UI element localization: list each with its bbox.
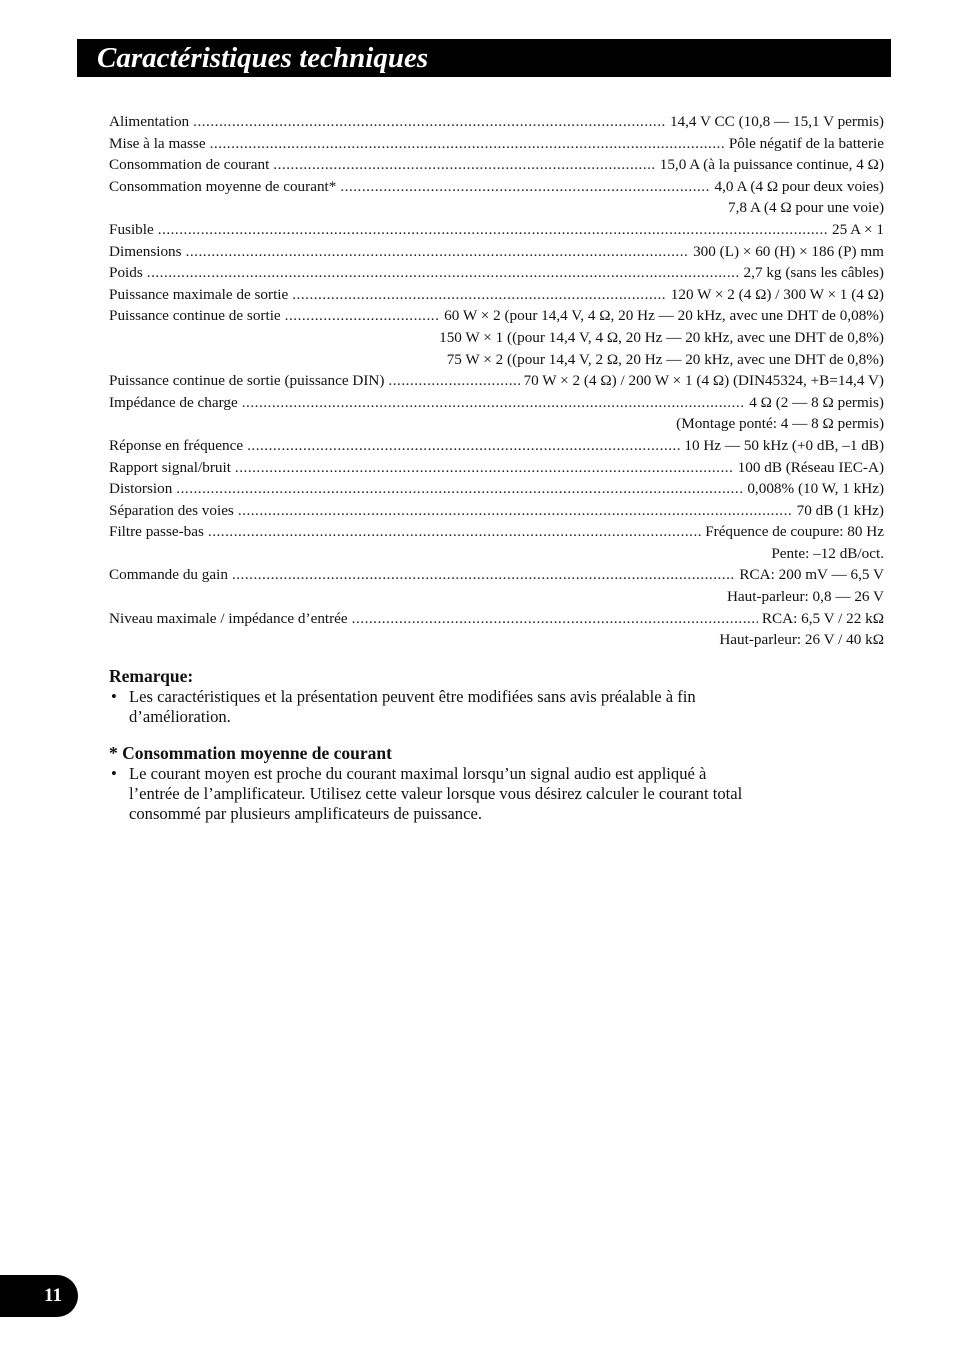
spec-label: Distorsion <box>109 480 173 498</box>
spec-value: 60 W × 2 (pour 14,4 V, 4 Ω, 20 Hz — 20 kHz, avec une DHT de 0,08%) <box>444 307 884 325</box>
dot-leader <box>242 392 745 414</box>
spec-row <box>109 392 884 414</box>
spec-label: Filtre passe-bas <box>109 523 204 541</box>
note-bullet <box>109 687 749 728</box>
dot-leader <box>232 564 735 586</box>
spec-continuation-row <box>109 349 884 371</box>
title-bar <box>77 39 891 77</box>
dot-leader <box>208 521 701 543</box>
spec-continuation-row <box>109 413 884 435</box>
spec-value: 14,4 V CC (10,8 — 15,1 V permis) <box>669 113 884 130</box>
dot-leader <box>292 284 667 306</box>
spec-continuation-row <box>109 629 884 651</box>
spec-value: 70 W × 2 (4 Ω) / 200 W × 1 (4 Ω) (DIN45324, +B=14,4 V) <box>523 372 884 390</box>
spec-label: Réponse en fréquence <box>109 436 244 454</box>
note-heading: Remarque: <box>109 666 194 686</box>
note-block <box>109 743 749 825</box>
spec-row <box>109 564 884 586</box>
spec-label: Fusible <box>109 220 154 238</box>
spec-label: Mise à la masse <box>109 134 206 152</box>
spec-value: Pôle négatif de la batterie <box>728 134 884 152</box>
page-number-tab <box>0 1275 78 1317</box>
spec-list <box>109 111 884 651</box>
spec-continuation-value: 150 W × 1 ((pour 14,4 V, 4 Ω, 20 Hz — 20 kHz, avec une DHT de 0,8%) <box>439 328 884 346</box>
bullet-icon: • <box>111 687 117 706</box>
spec-row <box>109 133 884 155</box>
note-bullet <box>109 764 749 825</box>
dot-leader <box>193 111 666 133</box>
dot-leader <box>147 262 740 284</box>
spec-label: Commande du gain <box>109 566 228 584</box>
spec-label: Impédance de charge <box>109 393 238 411</box>
spec-continuation-value: Haut-parleur: 26 V / 40 kΩ <box>719 631 884 649</box>
spec-label: Consommation moyenne de courant* <box>109 177 337 195</box>
spec-value: 0,008% (10 W, 1 kHz) <box>747 480 884 498</box>
spec-row <box>109 457 884 479</box>
spec-continuation-row <box>109 543 884 565</box>
spec-value: 25 A × 1 <box>831 220 884 238</box>
spec-row <box>109 521 884 543</box>
spec-continuation-value: (Montage ponté: 4 — 8 Ω permis) <box>676 415 884 433</box>
spec-value: 4,0 A (4 Ω pour deux voies) <box>714 177 884 195</box>
spec-value: RCA: 200 mV — 6,5 V <box>739 566 884 584</box>
spec-row <box>109 500 884 522</box>
spec-row <box>109 608 884 630</box>
spec-label: Alimentation <box>109 113 190 130</box>
bullet-icon: • <box>111 763 117 783</box>
spec-value: 10 Hz — 50 kHz (+0 dB, –1 dB) <box>684 436 884 454</box>
note-bullet-text: Le courant moyen est proche du courant maximal lorsqu’un signal audio est appliqué à l’entrée de l’amplificateur. Utilisez cette valeur lorsque vous désirez calculer le courant total consommé par plusieurs amplificateurs de puissance. <box>129 763 743 824</box>
spec-continuation-value: Haut-parleur: 0,8 — 26 V <box>726 588 884 606</box>
notes-section <box>109 666 749 824</box>
note-bullet-text: Les caractéristiques et la présentation peuvent être modifiées sans avis préalable à fin d’amélioration. <box>129 687 696 727</box>
dot-leader <box>238 500 793 522</box>
spec-value: 100 dB (Réseau IEC-A) <box>737 458 884 476</box>
page-number: 11 <box>44 1285 62 1306</box>
spec-value: 15,0 A (à la puissance continue, 4 Ω) <box>659 156 884 174</box>
dot-leader <box>186 241 690 263</box>
spec-continuation-row <box>109 197 884 219</box>
dot-leader <box>210 133 725 155</box>
spec-value: 70 dB (1 kHz) <box>796 501 884 519</box>
note-heading: * Consommation moyenne de courant <box>109 742 392 763</box>
dot-leader <box>388 370 519 392</box>
spec-row <box>109 262 884 284</box>
spec-value: 4 Ω (2 — 8 Ω permis) <box>749 393 884 411</box>
spec-value: 300 (L) × 60 (H) × 186 (P) mm <box>693 242 884 260</box>
dot-leader <box>352 608 758 630</box>
spec-row <box>109 284 884 306</box>
note-block <box>109 666 749 728</box>
spec-row <box>109 241 884 263</box>
dot-leader <box>247 435 680 457</box>
spec-label: Dimensions <box>109 242 182 260</box>
dot-leader <box>158 219 828 241</box>
spec-row <box>109 435 884 457</box>
page-title: Caractéristiques techniques <box>97 42 429 74</box>
spec-value: RCA: 6,5 V / 22 kΩ <box>761 609 884 627</box>
spec-continuation-value: Pente: –12 dB/oct. <box>771 544 884 562</box>
spec-label: Consommation de courant <box>109 156 270 174</box>
dot-leader <box>340 176 710 198</box>
spec-row <box>109 478 884 500</box>
spec-row <box>109 219 884 241</box>
dot-leader <box>273 154 655 176</box>
spec-row <box>109 370 884 392</box>
spec-row <box>109 111 884 133</box>
spec-label: Puissance continue de sortie <box>109 307 281 325</box>
spec-label: Puissance maximale de sortie <box>109 285 289 303</box>
spec-row <box>109 305 884 327</box>
spec-continuation-row <box>109 586 884 608</box>
spec-continuation-value: 7,8 A (4 Ω pour une voie) <box>728 199 884 217</box>
spec-label: Niveau maximale / impédance d’entrée <box>109 609 348 627</box>
spec-continuation-row <box>109 327 884 349</box>
spec-value: 2,7 kg (sans les câbles) <box>743 264 884 282</box>
spec-value: Fréquence de coupure: 80 Hz <box>705 523 884 541</box>
dot-leader <box>235 457 734 479</box>
spec-label: Séparation des voies <box>109 501 234 519</box>
dot-leader <box>176 478 743 500</box>
spec-row <box>109 154 884 176</box>
dot-leader <box>285 305 440 327</box>
spec-row <box>109 176 884 198</box>
spec-label: Poids <box>109 264 143 282</box>
spec-continuation-value: 75 W × 2 ((pour 14,4 V, 2 Ω, 20 Hz — 20 kHz, avec une DHT de 0,8%) <box>446 350 884 368</box>
spec-label: Rapport signal/bruit <box>109 458 231 476</box>
spec-value: 120 W × 2 (4 Ω) / 300 W × 1 (4 Ω) <box>670 285 884 303</box>
spec-label: Puissance continue de sortie (puissance DIN) <box>109 372 385 390</box>
